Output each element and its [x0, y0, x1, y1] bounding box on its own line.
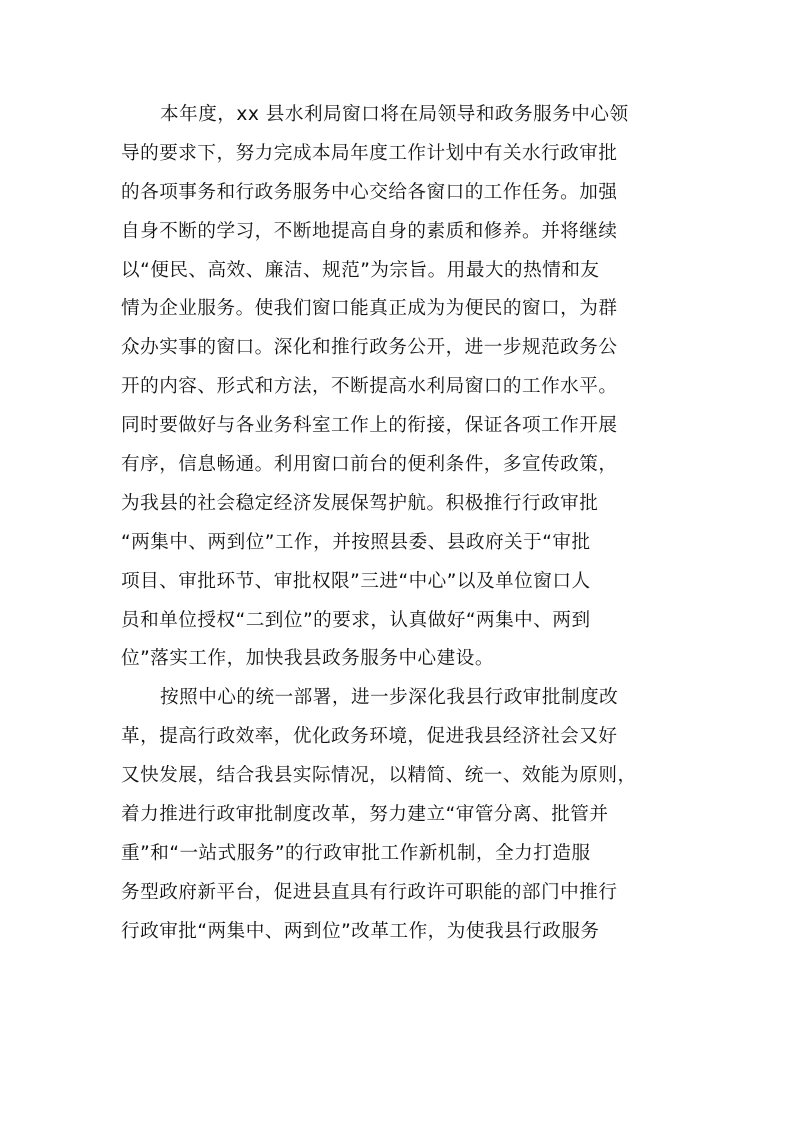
text-line: 重”和“一站式服务”的行政审批工作新机制，全力打造服: [121, 842, 591, 864]
text-line: 众办实事的窗口。深化和推行政务公开，进一步规范政务公: [121, 337, 618, 359]
text-line: 项目、审批环节、审批权限”三进“中心”以及单位窗口人: [121, 570, 591, 592]
text-line: “两集中、两到位”工作，并按照县委、县政府关于“审批: [121, 531, 591, 553]
document-body: [121, 96, 681, 952]
text-line: 导的要求下，努力完成本局年度工作计划中有关水行政审批: [121, 142, 618, 164]
text-line: 有序，信息畅通。利用窗口前台的便利条件，多宣传政策，: [121, 454, 618, 476]
text-line: 革，提高行政效率，优化政务环境，促进我县经济社会又好: [121, 726, 618, 748]
text-line: 的各项事务和行政务服务中心交给各窗口的工作任务。加强: [121, 181, 618, 203]
text-line: 按照中心的统一部署，进一步深化我县行政审批制度改: [160, 687, 619, 709]
paragraph-1: [121, 96, 681, 679]
text-line: 开的内容、形式和方法，不断提高水利局窗口的工作水平。: [121, 376, 618, 398]
text-line: 本年度，xx 县水利局窗口将在局领导和政务服务中心领: [160, 104, 629, 125]
text-line: 为我县的社会稳定经济发展保驾护航。积极推行行政审批: [121, 492, 599, 514]
text-line: 自身不断的学习，不断地提高自身的素质和修养。并将继续: [121, 220, 618, 242]
text-line: 又快发展，结合我县实际情况，以精简、统一、效能为原则，: [121, 765, 637, 787]
text-line: 情为企业服务。使我们窗口能真正成为为便民的窗口，为群: [121, 298, 618, 320]
text-line: 位”落实工作，加快我县政务服务中心建设。: [121, 648, 494, 670]
text-line: 行政审批“两集中、两到位”改革工作，为使我县行政服务: [121, 920, 600, 942]
text-line: 以“便民、高效、廉洁、规范”为宗旨。用最大的热情和友: [121, 259, 600, 281]
text-line: 同时要做好与各业务科室工作上的衔接，保证各项工作开展: [121, 415, 618, 437]
paragraph-2: [121, 679, 681, 951]
text-line: 着力推进行政审批制度改革，努力建立“审管分离、批管并: [121, 804, 609, 826]
text-line: 务型政府新平台，促进县直具有行政许可职能的部门中推行: [121, 881, 618, 903]
text-line: 员和单位授权“二到位”的要求，认真做好“两集中、两到: [121, 609, 591, 631]
